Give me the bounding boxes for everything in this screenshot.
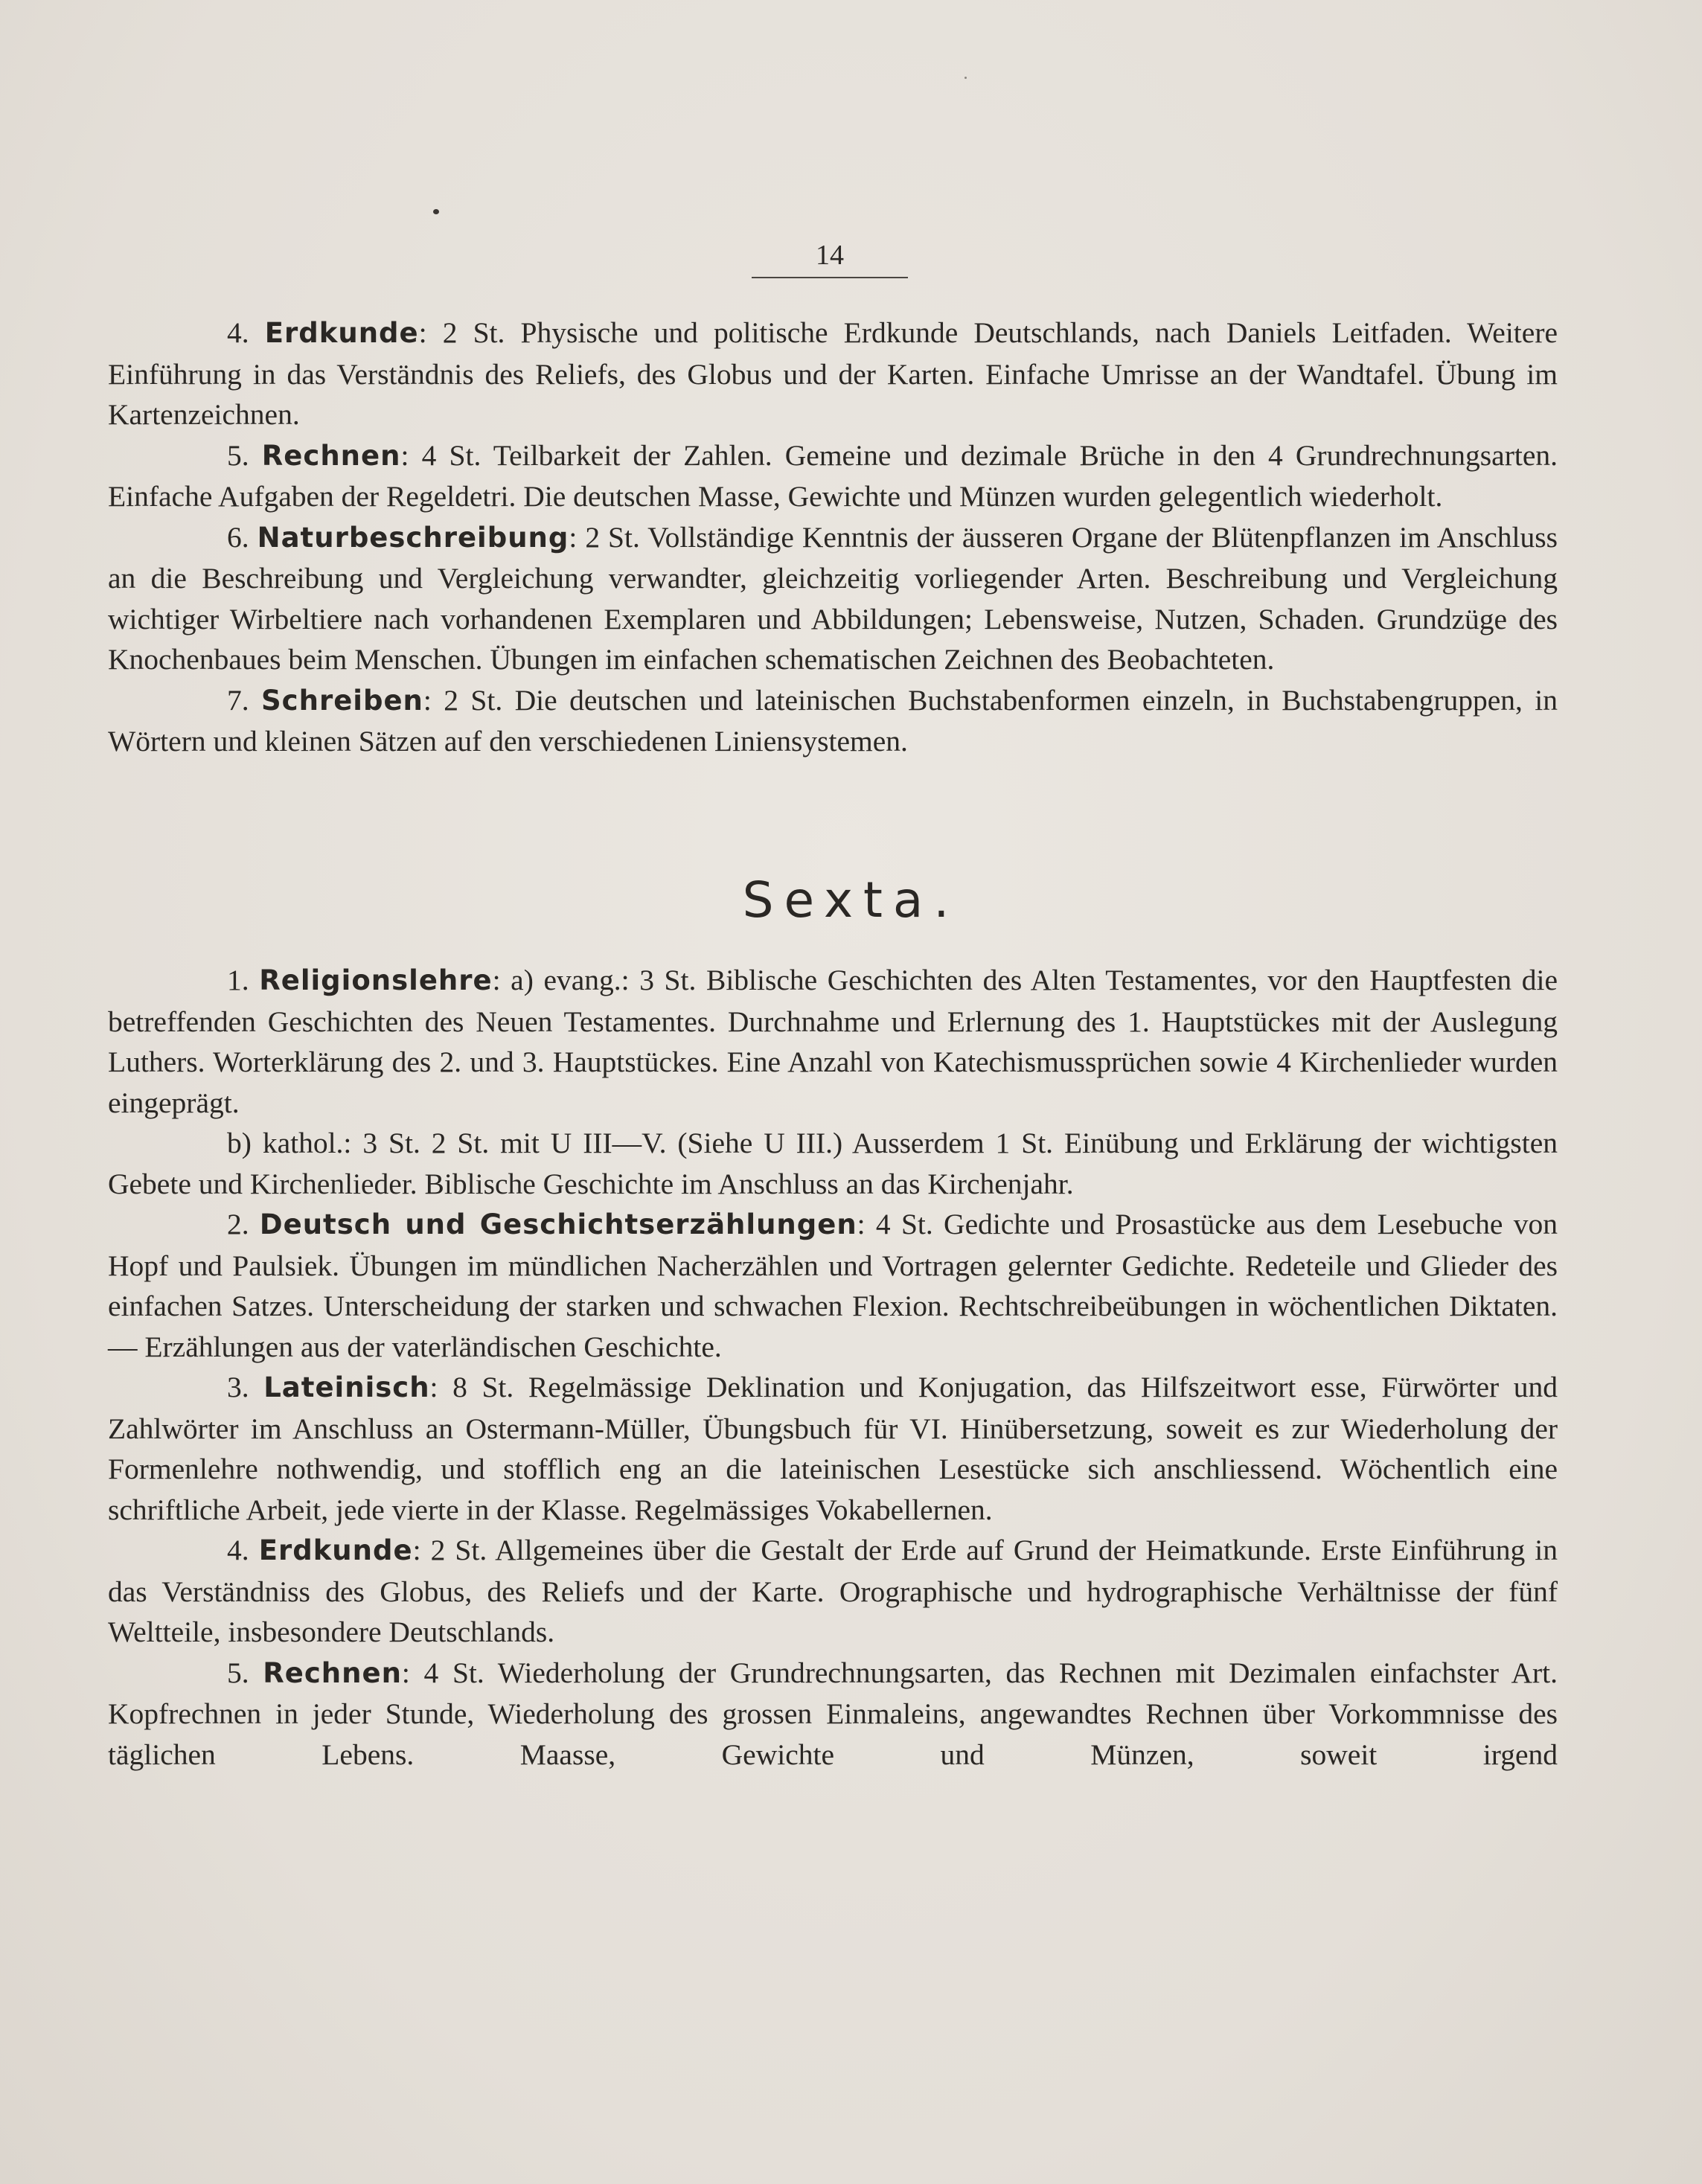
paragraph-schreiben: 7. Schreiben: 2 St. Die deutschen und lateinischen Buchstabenformen einzeln, in Buchstabengruppen, in Wörtern und kleinen Sätzen auf den verschiedenen Liniensystemen. <box>108 683 1558 758</box>
paragraph-heading: Lateinisch <box>263 1371 430 1403</box>
paragraph-heading: Rechnen <box>261 439 401 472</box>
paragraph-heading: Religionslehre <box>259 964 493 996</box>
paragraph-heading: Schreiben <box>261 684 423 717</box>
paragraphs-after-section <box>108 960 1558 1775</box>
paragraph-rechnen-sexta: 5. Rechnen: 4 St. Wiederholung der Grundrechnungsarten, das Rechnen mit Dezimalen einfachster Art. Kopfrechnen in jeder Stunde, Wiederholung des grossen Einmaleins, angewandtes Rechnen über Vorkommnisse des täglichen Lebens. Maasse, Gewichte und Münzen, soweit irgend <box>108 1656 1558 1771</box>
paragraph-rechnen: 5. Rechnen: 4 St. Teilbarkeit der Zahlen. Gemeine und dezimale Brüche in den 4 Grundrechnungsarten. Einfache Aufgaben der Regeldetri. Die deutschen Masse, Gewichte und Münzen wurden gelegentlich wiederholt. <box>108 438 1558 513</box>
paragraph-lateinisch: 3. Lateinisch: 8 St. Regelmässige Deklination und Konjugation, das Hilfszeitwort esse, Fürwörter und Zahlwörter im Anschluss an Ostermann-Müller, Übungsbuch für VI. Hinübersetzung, soweit es zur Wiederholung der Formenlehre nothwendig, und stofflich eng an die lateinischen Lesestücke sich anschliessend. Wöchentlich eine schriftliche Arbeit, jede vierte in der Klasse. Regelmässiges Vokabellernen. <box>108 1371 1558 1526</box>
ink-speck <box>433 209 439 214</box>
paragraph-religionslehre: 1. Religionslehre: a) evang.: 3 St. Biblische Geschichten des Alten Testamentes, vor den Hauptfesten die betreffenden Geschichten des Neuen Testamentes. Durchnahme und Erlernung des 1. Hauptstückes mit der Auslegung Luthers. Worterklärung des 2. und 3. Hauptstückes. Eine Anzahl von Katechismussprüchen sowie 4 Kirchenlieder wurden eingeprägt. <box>108 964 1558 1119</box>
paragraph-heading: Erdkunde <box>258 1534 413 1566</box>
ink-speck <box>964 77 967 79</box>
paragraph-heading: Deutsch und Geschichtserzählungen <box>259 1208 857 1240</box>
paragraph-erdkunde-sexta: 4. Erdkunde: 2 St. Allgemeines über die Gestalt der Erde auf Grund der Heimatkunde. Erste Einführung in das Verständniss des Globus, des Reliefs und der Karte. Orographische und hydrographische Verhältnisse der fünf Weltteile, insbesondere Deutschlands. <box>108 1534 1558 1648</box>
paragraph-erdkunde: 4. Erdkunde: 2 St. Physische und politische Erdkunde Deutschlands, nach Daniels Leitfaden. Weitere Einführung in das Verständnis des Reliefs, des Globus und der Karten. Einfache Umrisse an der Wandtafel. Übung im Kartenzeichnen. <box>108 316 1558 431</box>
paragraphs-before-section <box>108 313 1558 762</box>
paragraph-heading: Naturbeschreibung <box>257 521 569 554</box>
paragraph-naturbeschreibung: 6. Naturbeschreibung: 2 St. Vollständige Kenntnis der äusseren Organe der Blütenpflanzen im Anschluss an die Beschreibung und Vergleichung verwandter, gleichzeitig vorliegender Arten. Beschreibung und Vergleichung wichtiger Wirbeltiere nach vorhandenen Exemplaren und Abbildungen; Lebensweise, Nutzen, Schaden. Grundzüge des Knochenbaues beim Menschen. Übungen im einfachen schematischen Zeichnen des Beobachteten. <box>108 520 1558 676</box>
page-number: 14 <box>816 240 844 271</box>
paragraph-heading: Rechnen <box>263 1656 402 1689</box>
paragraph-religionslehre-kathol: b) kathol.: 3 St. 2 St. mit U III—V. (Siehe U III.) Ausserdem 1 St. Einübung und Erklärung der wichtigsten Gebete und Kirchenlieder. Biblische Geschichte im Anschluss an das Kirchenjahr. <box>108 1127 1558 1200</box>
paragraph-deutsch: 2. Deutsch und Geschichtserzählungen: 4 St. Gedichte und Prosastücke aus dem Lesebuche von Hopf und Paulsiek. Übungen im mündlichen Nacherzählen und Vortragen gelernter Gedichte. Redeteile und Glieder des einfachen Satzes. Unterscheidung der starken und schwachen Flexion. Rechtschreibeübungen in wöchentlichen Diktaten. — Erzählungen aus der vaterländischen Geschichte. <box>108 1208 1558 1363</box>
paragraph-heading: Erdkunde <box>264 317 419 349</box>
section-title: Sexta. <box>742 871 960 929</box>
page-number-rule <box>752 277 908 278</box>
